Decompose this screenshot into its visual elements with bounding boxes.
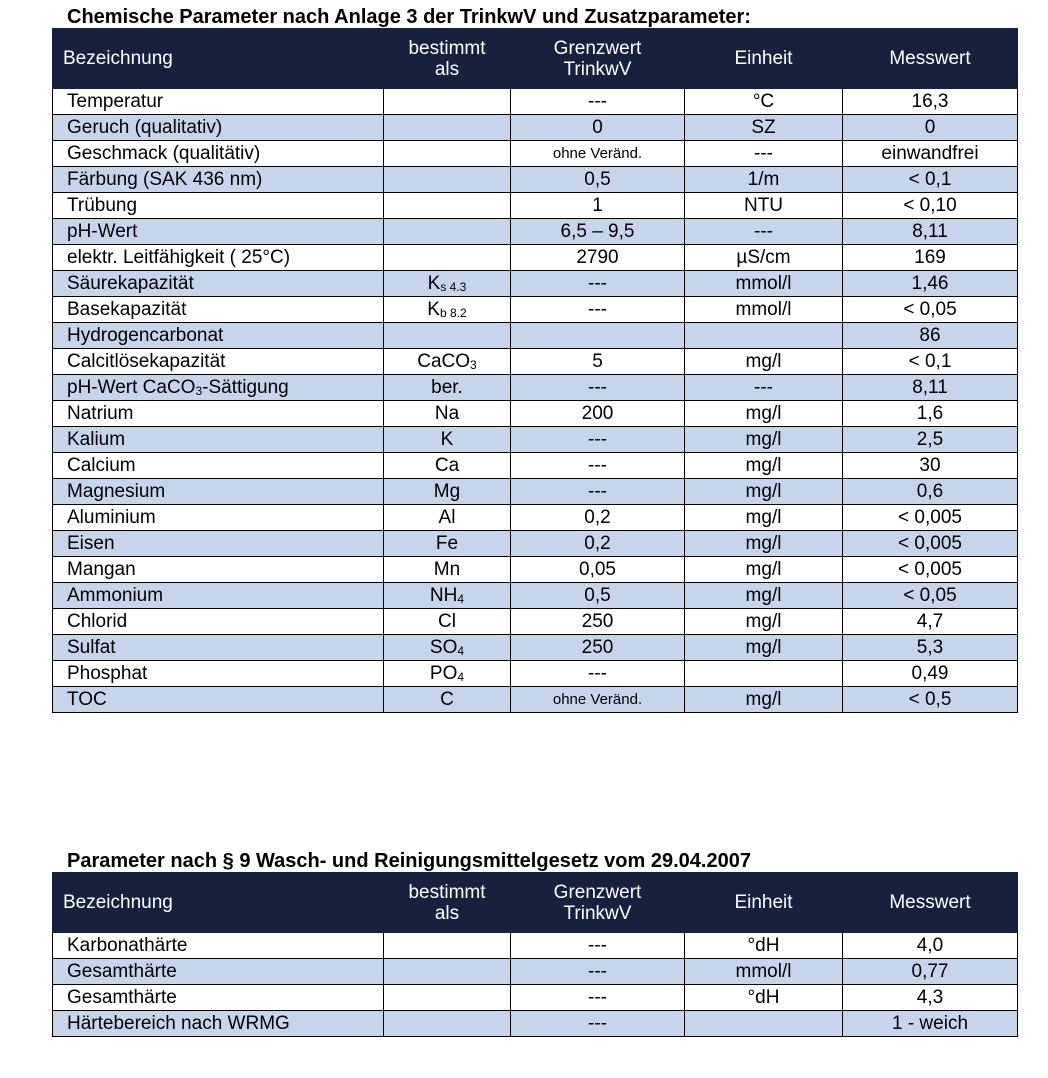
cell-einheit: mg/l <box>685 583 843 609</box>
table-row <box>53 959 1018 985</box>
cell-messwert: 5,3 <box>843 635 1018 661</box>
cell-messwert: < 0,005 <box>843 531 1018 557</box>
header-grenzwert-line2: TrinkwV <box>563 58 632 80</box>
cell-bestimmt-als-text: SO <box>429 636 458 658</box>
table-row <box>53 401 1018 427</box>
table-row <box>53 167 1018 193</box>
cell-einheit: mg/l <box>685 453 843 479</box>
cell-bezeichnung: Gesamthärte <box>53 985 384 1011</box>
header-grenzwert <box>511 873 685 933</box>
cell-grenzwert: --- <box>511 959 685 985</box>
cell-bezeichnung: Kalium <box>53 427 384 453</box>
section-title-chemical: Chemische Parameter nach Anlage 3 der TrinkwV und Zusatzparameter: <box>67 6 751 28</box>
cell-einheit: mg/l <box>685 505 843 531</box>
header-bezeichnung: Bezeichnung <box>53 29 384 89</box>
table-row <box>53 1011 1018 1037</box>
cell-messwert: < 0,1 <box>843 167 1018 193</box>
table-row <box>53 115 1018 141</box>
cell-bezeichnung: Sulfat <box>53 635 384 661</box>
table-row <box>53 933 1018 959</box>
cell-messwert: 4,7 <box>843 609 1018 635</box>
cell-einheit <box>685 1011 843 1037</box>
cell-einheit: --- <box>685 141 843 167</box>
cell-einheit: °C <box>685 89 843 115</box>
cell-grenzwert: 1 <box>511 193 685 219</box>
cell-bezeichnung: Geschmack (qualitätiv) <box>53 141 384 167</box>
table-header-row <box>53 29 1018 89</box>
cell-einheit: µS/cm <box>685 245 843 271</box>
cell-messwert: 4,0 <box>843 933 1018 959</box>
cell-bestimmt-als <box>384 959 511 985</box>
chemical-parameters-table <box>52 28 1018 713</box>
cell-bezeichnung: Calcitlösekapazität <box>53 349 384 375</box>
cell-bezeichnung: pH-Wert <box>53 219 384 245</box>
cell-grenzwert: 250 <box>511 609 685 635</box>
cell-bestimmt-als <box>384 245 511 271</box>
cell-bestimmt-als-subscript: b 8.2 <box>439 305 467 320</box>
section-title-wrmg: Parameter nach § 9 Wasch- und Reinigungsmittelgesetz vom 29.04.2007 <box>67 850 751 872</box>
cell-messwert: < 0,005 <box>843 505 1018 531</box>
cell-bestimmt-als <box>384 193 511 219</box>
cell-bezeichnung: Härtebereich nach WRMG <box>53 1011 384 1037</box>
cell-bestimmt-als <box>384 661 511 687</box>
cell-messwert: 0 <box>843 115 1018 141</box>
table-row <box>53 531 1018 557</box>
cell-messwert: 0,77 <box>843 959 1018 985</box>
cell-einheit <box>685 661 843 687</box>
cell-bezeichnung: Temperatur <box>53 89 384 115</box>
cell-einheit: NTU <box>685 193 843 219</box>
cell-messwert: < 0,005 <box>843 557 1018 583</box>
cell-grenzwert: 200 <box>511 401 685 427</box>
table-row <box>53 271 1018 297</box>
cell-bestimmt-als <box>384 349 511 375</box>
cell-grenzwert: 0,2 <box>511 531 685 557</box>
cell-bestimmt-als-subscript: 4 <box>457 591 465 606</box>
cell-grenzwert: 0,5 <box>511 583 685 609</box>
cell-grenzwert: --- <box>511 479 685 505</box>
header-bestimmt-line2: als <box>434 58 460 80</box>
cell-bestimmt-als <box>384 89 511 115</box>
cell-bezeichnung: Färbung (SAK 436 nm) <box>53 167 384 193</box>
cell-grenzwert: 0,2 <box>511 505 685 531</box>
cell-grenzwert: --- <box>511 271 685 297</box>
cell-einheit: mmol/l <box>685 297 843 323</box>
cell-bezeichnung: Säurekapazität <box>53 271 384 297</box>
table-row <box>53 427 1018 453</box>
header-grenzwert-line1: Grenzwert <box>553 881 642 903</box>
cell-bezeichnung: Hydrogencarbonat <box>53 323 384 349</box>
cell-grenzwert: ohne Veränd. <box>511 141 685 167</box>
cell-bestimmt-als <box>384 1011 511 1037</box>
header-bestimmt-als <box>384 29 511 89</box>
table-row <box>53 349 1018 375</box>
table-row <box>53 635 1018 661</box>
cell-einheit: °dH <box>685 933 843 959</box>
cell-grenzwert: 0,05 <box>511 557 685 583</box>
table-row <box>53 219 1018 245</box>
cell-grenzwert: 5 <box>511 349 685 375</box>
cell-messwert: 4,3 <box>843 985 1018 1011</box>
cell-grenzwert: --- <box>511 1011 685 1037</box>
cell-grenzwert <box>511 323 685 349</box>
cell-bezeichnung: TOC <box>53 687 384 713</box>
cell-grenzwert: --- <box>511 89 685 115</box>
cell-messwert: einwandfrei <box>843 141 1018 167</box>
cell-bezeichnung-text: pH-Wert CaCO <box>67 376 196 398</box>
header-grenzwert-line1: Grenzwert <box>553 37 642 59</box>
cell-messwert: 86 <box>843 323 1018 349</box>
cell-bezeichnung: elektr. Leitfähigkeit ( 25°C) <box>53 245 384 271</box>
cell-messwert: 0,6 <box>843 479 1018 505</box>
cell-einheit: mmol/l <box>685 959 843 985</box>
cell-messwert: < 0,05 <box>843 297 1018 323</box>
cell-einheit: mg/l <box>685 557 843 583</box>
cell-bestimmt-als <box>384 933 511 959</box>
cell-bestimmt-als: Mn <box>384 557 511 583</box>
cell-einheit: mg/l <box>685 609 843 635</box>
cell-einheit: 1/m <box>685 167 843 193</box>
cell-messwert: 30 <box>843 453 1018 479</box>
cell-grenzwert: --- <box>511 985 685 1011</box>
cell-bezeichnung-subscript: 3 <box>195 383 203 398</box>
cell-einheit: SZ <box>685 115 843 141</box>
table-row <box>53 193 1018 219</box>
cell-einheit <box>685 323 843 349</box>
header-bestimmt-als <box>384 873 511 933</box>
cell-einheit: mg/l <box>685 531 843 557</box>
cell-messwert: 0,49 <box>843 661 1018 687</box>
cell-bezeichnung-suffix: -Sättigung <box>202 376 289 398</box>
table-row <box>53 297 1018 323</box>
cell-bezeichnung: Gesamthärte <box>53 959 384 985</box>
cell-grenzwert: 2790 <box>511 245 685 271</box>
cell-bezeichnung: Magnesium <box>53 479 384 505</box>
cell-einheit: °dH <box>685 985 843 1011</box>
cell-bestimmt-als: C <box>384 687 511 713</box>
cell-einheit: mg/l <box>685 479 843 505</box>
cell-bestimmt-als-text: K <box>427 272 441 294</box>
cell-grenzwert: 250 <box>511 635 685 661</box>
header-bestimmt-line1: bestimmt <box>408 37 486 59</box>
cell-einheit: mg/l <box>685 401 843 427</box>
cell-bestimmt-als: Na <box>384 401 511 427</box>
cell-messwert: 169 <box>843 245 1018 271</box>
cell-bezeichnung: Karbonathärte <box>53 933 384 959</box>
table-row <box>53 661 1018 687</box>
header-grenzwert <box>511 29 685 89</box>
cell-grenzwert: --- <box>511 933 685 959</box>
cell-messwert: 2,5 <box>843 427 1018 453</box>
cell-bezeichnung: Aluminium <box>53 505 384 531</box>
cell-bestimmt-als <box>384 141 511 167</box>
table-row <box>53 557 1018 583</box>
cell-grenzwert: --- <box>511 453 685 479</box>
cell-bestimmt-als: ber. <box>384 375 511 401</box>
cell-messwert: 1 - weich <box>843 1011 1018 1037</box>
header-bezeichnung: Bezeichnung <box>53 873 384 933</box>
table-row <box>53 609 1018 635</box>
cell-bestimmt-als-text: CaCO <box>417 350 471 372</box>
cell-bestimmt-als <box>384 985 511 1011</box>
table-row <box>53 687 1018 713</box>
cell-messwert: < 0,5 <box>843 687 1018 713</box>
cell-bestimmt-als <box>384 323 511 349</box>
cell-bestimmt-als-text: K <box>427 298 440 320</box>
cell-bestimmt-als <box>384 583 511 609</box>
header-bestimmt-line1: bestimmt <box>408 881 486 903</box>
cell-bezeichnung: Chlorid <box>53 609 384 635</box>
cell-bestimmt-als-text: NH <box>429 584 458 606</box>
header-grenzwert-line2: TrinkwV <box>563 902 632 924</box>
cell-einheit: --- <box>685 219 843 245</box>
cell-einheit: --- <box>685 375 843 401</box>
table-row <box>53 375 1018 401</box>
cell-grenzwert: ohne Veränd. <box>511 687 685 713</box>
cell-messwert: 8,11 <box>843 219 1018 245</box>
cell-einheit: mg/l <box>685 687 843 713</box>
cell-bestimmt-als-text: PO <box>429 662 458 684</box>
cell-bestimmt-als-subscript: s 4.3 <box>440 279 467 294</box>
cell-bezeichnung: Phosphat <box>53 661 384 687</box>
cell-bezeichnung: Basekapazität <box>53 297 384 323</box>
cell-bezeichnung: Ammonium <box>53 583 384 609</box>
cell-einheit: mg/l <box>685 427 843 453</box>
table-header-row <box>53 873 1018 933</box>
cell-messwert: 1,46 <box>843 271 1018 297</box>
cell-bezeichnung: Trübung <box>53 193 384 219</box>
cell-bestimmt-als <box>384 297 511 323</box>
cell-bestimmt-als <box>384 219 511 245</box>
cell-bestimmt-als <box>384 271 511 297</box>
cell-bezeichnung: Geruch (qualitativ) <box>53 115 384 141</box>
cell-messwert: 8,11 <box>843 375 1018 401</box>
cell-grenzwert: --- <box>511 375 685 401</box>
cell-bezeichnung: Mangan <box>53 557 384 583</box>
cell-bestimmt-als-subscript: 4 <box>457 643 465 658</box>
cell-bestimmt-als <box>384 635 511 661</box>
table-row <box>53 245 1018 271</box>
table-row <box>53 505 1018 531</box>
cell-messwert: 16,3 <box>843 89 1018 115</box>
cell-bestimmt-als <box>384 167 511 193</box>
cell-bezeichnung: Natrium <box>53 401 384 427</box>
cell-einheit: mg/l <box>685 349 843 375</box>
cell-bestimmt-als <box>384 115 511 141</box>
cell-grenzwert: 0 <box>511 115 685 141</box>
table-row <box>53 583 1018 609</box>
cell-grenzwert: 6,5 – 9,5 <box>511 219 685 245</box>
header-einheit: Einheit <box>685 873 843 933</box>
table-row <box>53 89 1018 115</box>
header-messwert: Messwert <box>843 29 1018 89</box>
cell-grenzwert: --- <box>511 661 685 687</box>
header-einheit: Einheit <box>685 29 843 89</box>
table-row <box>53 141 1018 167</box>
cell-bestimmt-als: Mg <box>384 479 511 505</box>
cell-bestimmt-als-subscript: 3 <box>470 357 477 372</box>
cell-einheit: mmol/l <box>685 271 843 297</box>
cell-messwert: < 0,05 <box>843 583 1018 609</box>
cell-grenzwert: 0,5 <box>511 167 685 193</box>
table-row <box>53 323 1018 349</box>
cell-bezeichnung <box>53 375 384 401</box>
header-messwert: Messwert <box>843 873 1018 933</box>
cell-bezeichnung: Calcium <box>53 453 384 479</box>
cell-messwert: < 0,1 <box>843 349 1018 375</box>
cell-bestimmt-als: Al <box>384 505 511 531</box>
cell-bestimmt-als: Ca <box>384 453 511 479</box>
cell-bestimmt-als-subscript: 4 <box>457 669 465 684</box>
cell-messwert: 1,6 <box>843 401 1018 427</box>
table-row <box>53 453 1018 479</box>
cell-bestimmt-als: Fe <box>384 531 511 557</box>
wrmg-parameters-table <box>52 872 1018 1037</box>
cell-bestimmt-als: Cl <box>384 609 511 635</box>
cell-grenzwert: --- <box>511 297 685 323</box>
cell-einheit: mg/l <box>685 635 843 661</box>
header-bestimmt-line2: als <box>434 902 460 924</box>
table-row <box>53 985 1018 1011</box>
cell-bestimmt-als: K <box>384 427 511 453</box>
cell-bezeichnung: Eisen <box>53 531 384 557</box>
cell-messwert: < 0,10 <box>843 193 1018 219</box>
cell-grenzwert: --- <box>511 427 685 453</box>
table-row <box>53 479 1018 505</box>
